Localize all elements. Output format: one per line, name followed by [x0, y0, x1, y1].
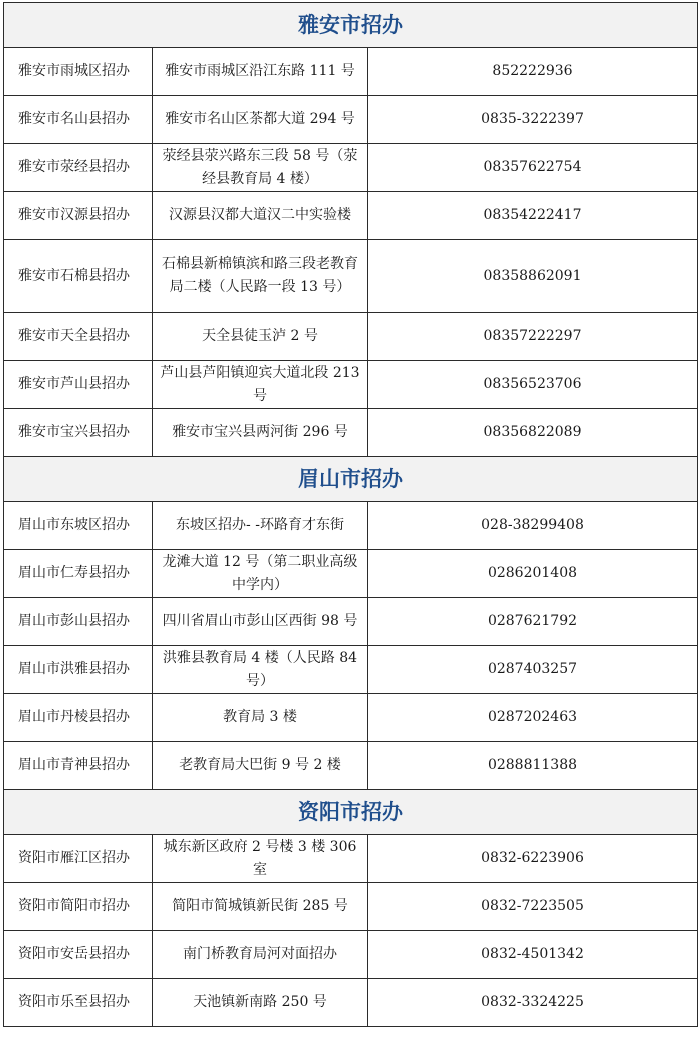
address-cell: 四川省眉山市彭山区西街 98 号 — [153, 598, 368, 646]
office-name-cell: 雅安市雨城区招办 — [4, 48, 153, 96]
phone-cell: 0832-4501342 — [368, 931, 698, 979]
address-cell: 南门桥教育局河对面招办 — [153, 931, 368, 979]
address-cell: 天全县徒玉泸 2 号 — [153, 313, 368, 361]
phone-cell: 0835-3222397 — [368, 96, 698, 144]
office-name-cell: 眉山市彭山县招办 — [4, 598, 153, 646]
table-row — [4, 742, 698, 790]
office-name-cell: 雅安市名山县招办 — [4, 96, 153, 144]
office-name-cell: 资阳市雁江区招办 — [4, 835, 153, 883]
admissions-office-table — [3, 2, 698, 1027]
address-cell: 老教育局大巴街 9 号 2 楼 — [153, 742, 368, 790]
address-cell: 雅安市宝兴县两河街 296 号 — [153, 409, 368, 457]
phone-cell: 0287621792 — [368, 598, 698, 646]
office-name-cell: 雅安市宝兴县招办 — [4, 409, 153, 457]
office-name-cell: 资阳市简阳市招办 — [4, 883, 153, 931]
phone-cell: 852222936 — [368, 48, 698, 96]
office-name-cell: 眉山市东坡区招办 — [4, 502, 153, 550]
section-header-row — [4, 3, 698, 48]
table-row — [4, 931, 698, 979]
address-cell: 石棉县新棉镇滨和路三段老教育局二楼（人民路一段 13 号） — [153, 240, 368, 313]
phone-cell: 0286201408 — [368, 550, 698, 598]
office-name-cell: 资阳市安岳县招办 — [4, 931, 153, 979]
table-row — [4, 240, 698, 313]
table-row — [4, 979, 698, 1027]
address-cell: 东坡区招办- -环路育才东街 — [153, 502, 368, 550]
office-name-cell: 眉山市仁寿县招办 — [4, 550, 153, 598]
section-title: 资阳市招办 — [4, 790, 698, 835]
office-name-cell: 眉山市青神县招办 — [4, 742, 153, 790]
table-row — [4, 409, 698, 457]
office-name-cell: 雅安市芦山县招办 — [4, 361, 153, 409]
address-cell: 雅安市雨城区沿江东路 111 号 — [153, 48, 368, 96]
phone-cell: 0288811388 — [368, 742, 698, 790]
section-header-row — [4, 790, 698, 835]
table-row — [4, 96, 698, 144]
address-cell: 教育局 3 楼 — [153, 694, 368, 742]
office-name-cell: 雅安市石棉县招办 — [4, 240, 153, 313]
phone-cell: 08354222417 — [368, 192, 698, 240]
table-row — [4, 361, 698, 409]
table-row — [4, 646, 698, 694]
table-row — [4, 192, 698, 240]
address-cell: 龙滩大道 12 号（第二职业高级中学内） — [153, 550, 368, 598]
address-cell: 雅安市名山区茶都大道 294 号 — [153, 96, 368, 144]
phone-cell: 08357622754 — [368, 144, 698, 192]
address-cell: 城东新区政府 2 号楼 3 楼 306 室 — [153, 835, 368, 883]
office-name-cell: 资阳市乐至县招办 — [4, 979, 153, 1027]
phone-cell: 08357222297 — [368, 313, 698, 361]
section-header-row — [4, 457, 698, 502]
phone-cell: 0287202463 — [368, 694, 698, 742]
table-row — [4, 144, 698, 192]
phone-cell: 028-38299408 — [368, 502, 698, 550]
phone-cell: 08356822089 — [368, 409, 698, 457]
address-cell: 汉源县汉都大道汉二中实验楼 — [153, 192, 368, 240]
table-row — [4, 835, 698, 883]
phone-cell: 08356523706 — [368, 361, 698, 409]
table-body — [4, 3, 698, 1027]
table-row — [4, 502, 698, 550]
address-cell: 芦山县芦阳镇迎宾大道北段 213 号 — [153, 361, 368, 409]
table-row — [4, 883, 698, 931]
address-cell: 洪雅县教育局 4 楼（人民路 84 号） — [153, 646, 368, 694]
office-name-cell: 雅安市天全县招办 — [4, 313, 153, 361]
office-name-cell: 雅安市汉源县招办 — [4, 192, 153, 240]
section-title: 眉山市招办 — [4, 457, 698, 502]
office-name-cell: 眉山市洪雅县招办 — [4, 646, 153, 694]
table-row — [4, 313, 698, 361]
table-row — [4, 550, 698, 598]
section-title: 雅安市招办 — [4, 3, 698, 48]
phone-cell: 0287403257 — [368, 646, 698, 694]
phone-cell: 08358862091 — [368, 240, 698, 313]
phone-cell: 0832-7223505 — [368, 883, 698, 931]
table-row — [4, 694, 698, 742]
address-cell: 天池镇新南路 250 号 — [153, 979, 368, 1027]
office-name-cell: 雅安市荥经县招办 — [4, 144, 153, 192]
phone-cell: 0832-3324225 — [368, 979, 698, 1027]
table-row — [4, 48, 698, 96]
office-name-cell: 眉山市丹棱县招办 — [4, 694, 153, 742]
address-cell: 荥经县荥兴路东三段 58 号（荥经县教育局 4 楼） — [153, 144, 368, 192]
table-row — [4, 598, 698, 646]
address-cell: 简阳市简城镇新民街 285 号 — [153, 883, 368, 931]
phone-cell: 0832-6223906 — [368, 835, 698, 883]
